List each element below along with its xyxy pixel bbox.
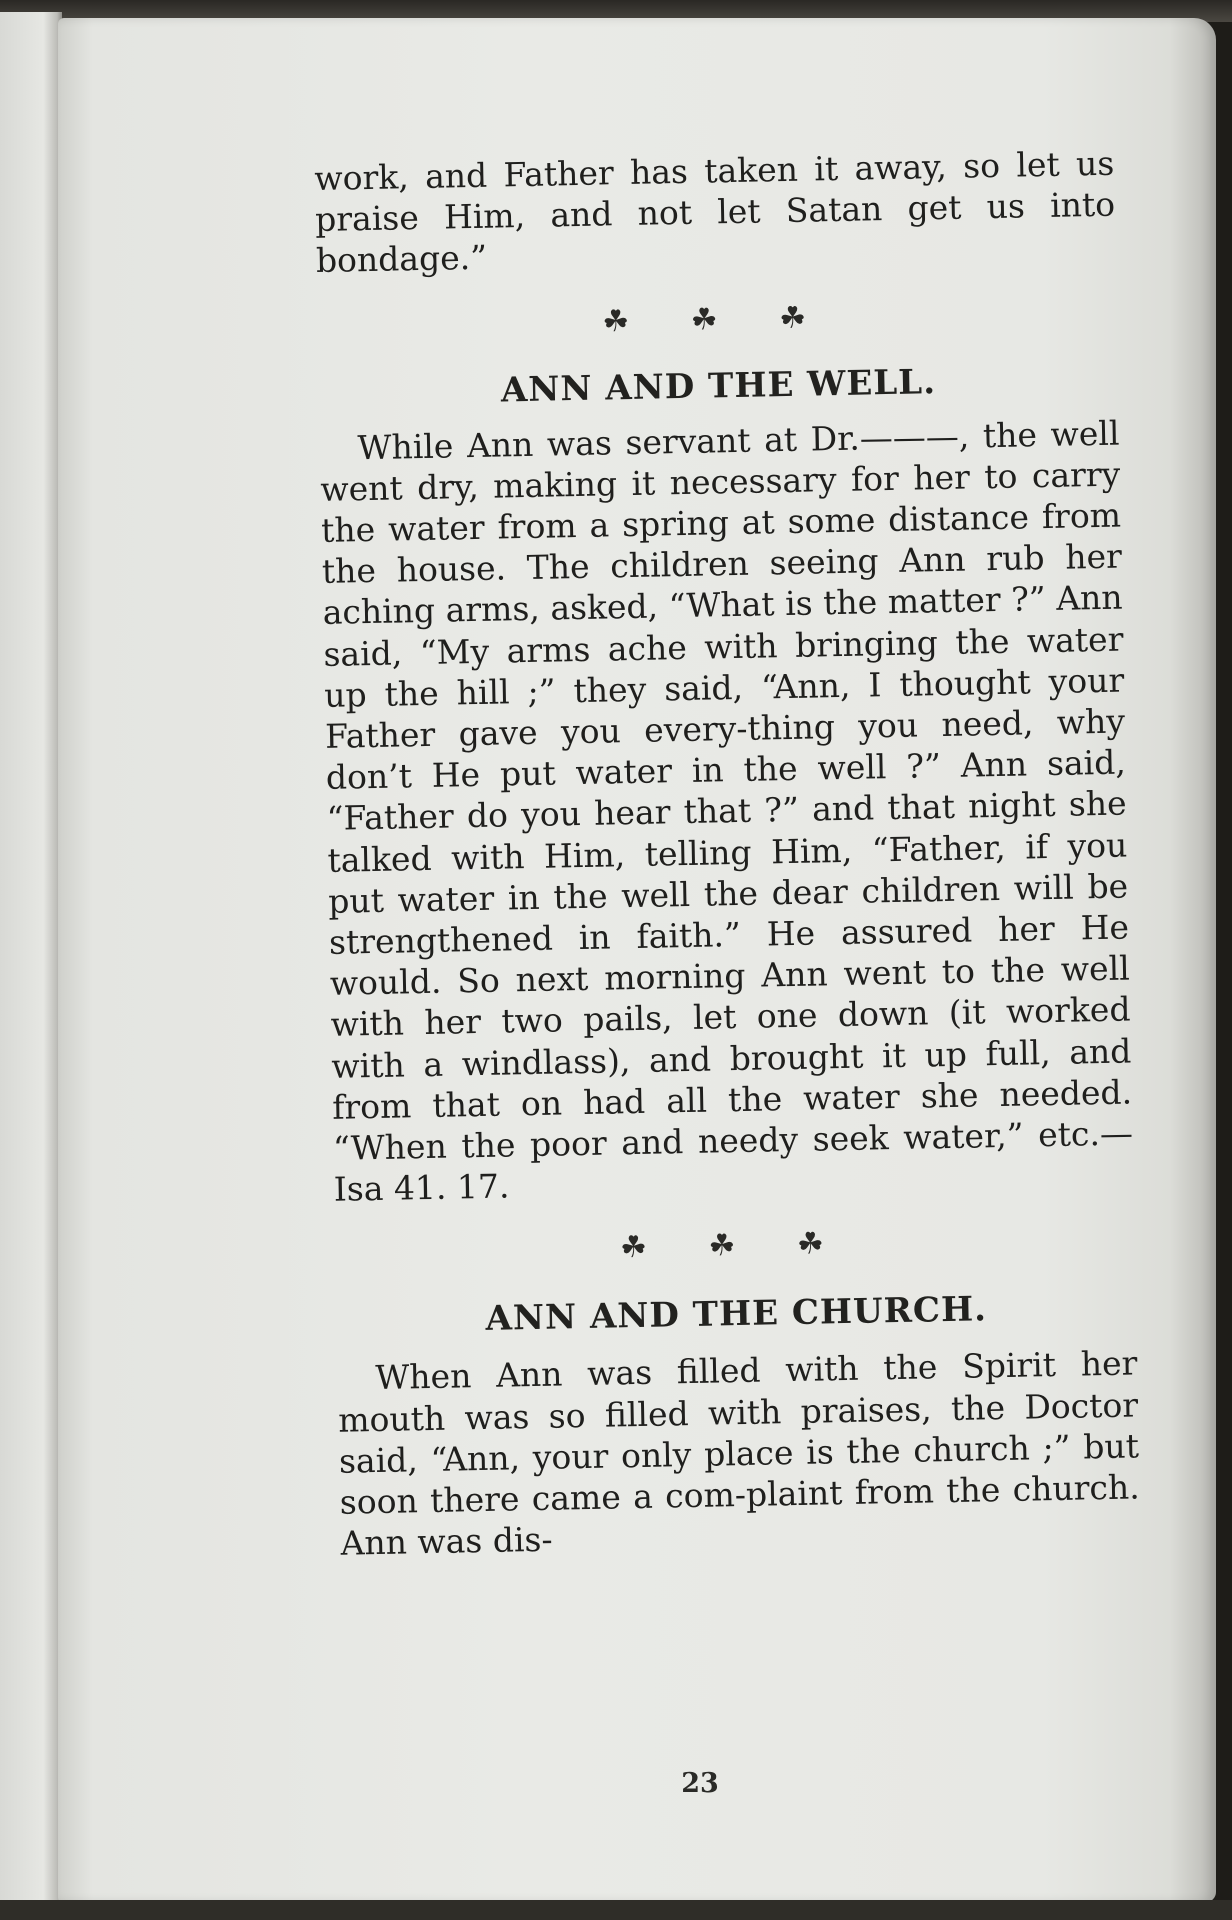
ornament-divider-2: ☘ ☘ ☘ (619, 1226, 851, 1266)
ornament-divider-1: ☘ ☘ ☘ (601, 299, 833, 340)
text-block (314, 143, 1141, 1565)
paragraph-ann-and-the-well: While Ann was servant at Dr.———, the well went dry, making it necessary for her to carry the water from a spring at some distance from the house. The children seeing Ann rub her aching arms, asked, “What is the matter ?” Ann said, “My arms ache with bringing the water up the hill ;” they said, “Ann, I thought your Father gave you every-thing you need, why don’t He put water in the well ?” Ann said, “Father do you hear that ?” and that night she talked with Him, telling Him, “Father, if you put water in the well the dear children will be strengthened in faith.” He assured her He would. So next morning Ann went to the well with her two pails, let one down (it worked with a windlass), and brought it up full, and from that on had all the water she needed. “When the poor and needy seek water,” etc.—Isa 41. 17. (319, 413, 1134, 1210)
top-paragraph: work, and Father has taken it away, so let us praise Him, and not let Satan get us into bondage.” (314, 143, 1116, 281)
book-page (58, 18, 1216, 1902)
heading-ann-and-the-well: ANN AND THE WELL. (500, 361, 937, 411)
paragraph-ann-and-the-church: When Ann was filled with the Spirit her mouth was so filled with praises, the Doctor said, “Ann, your only place is the church ;” but soon there came a com-plaint from the church. Ann was dis- (337, 1343, 1141, 1564)
heading-ann-and-the-church: ANN AND THE CHURCH. (485, 1289, 988, 1340)
previous-page-edge (0, 12, 62, 1902)
page-number: 23 (681, 1768, 719, 1799)
background-bottom-edge (0, 1900, 1232, 1920)
